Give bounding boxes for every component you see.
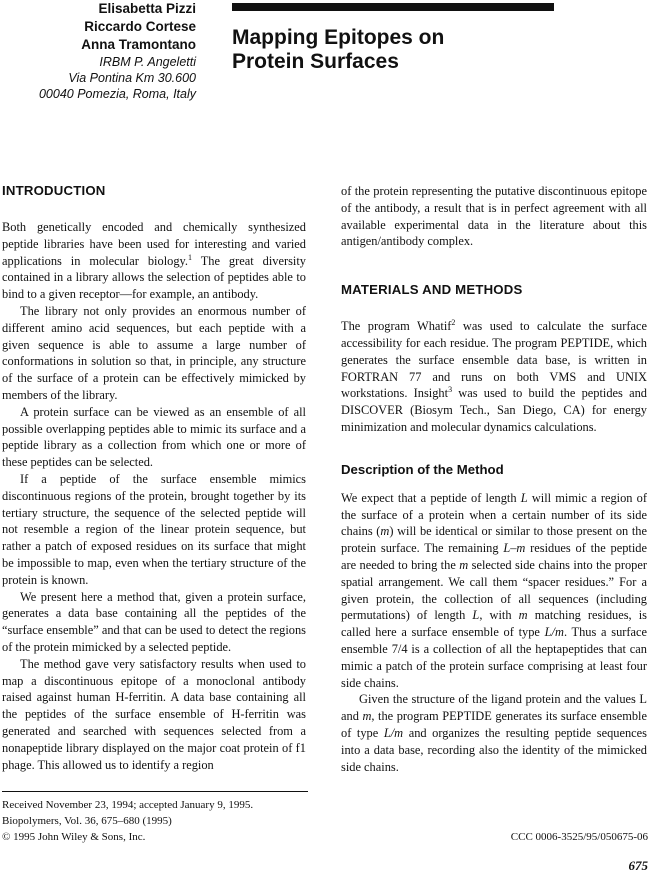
text-run: . Thus a surface ensemble 7/4 is a collection of all the heptapeptides that can mimic a patch of the protein surface comprising at least four side chains. bbox=[341, 625, 648, 690]
paragraph bbox=[2, 219, 306, 303]
text-run: will mimic a region of the surface of a protein when a certain number of its side chains ( bbox=[341, 490, 647, 539]
section-heading-introduction: INTRODUCTION bbox=[2, 183, 106, 198]
paragraph: We present here a method that, given a protein surface, generates a data base containing all the peptides of the “surface ensemble” and that can be used to detect the regions of the protein mimicked by a selected peptide. bbox=[2, 589, 306, 654]
copyright-notice: © 1995 John Wiley & Sons, Inc. bbox=[2, 831, 146, 843]
math-variable: L/m bbox=[383, 725, 404, 740]
affiliation-line: Via Pontina Km 30.600 bbox=[68, 71, 196, 85]
reference-marker: 2 bbox=[451, 318, 456, 328]
text-run: , the program PEPTIDE generates its surface ensemble of type bbox=[341, 709, 647, 740]
author-name: Anna Tramontano bbox=[81, 37, 196, 52]
text-run: The great diversity contained in a library allows the selection of peptides able to bind to a given receptor—for example, an antibody. bbox=[2, 253, 306, 302]
text-run: ) will be identical or similar to those present on the protein surface. The remaining bbox=[341, 524, 647, 556]
text-run: , with bbox=[479, 608, 519, 623]
section-gap bbox=[341, 436, 647, 462]
section-gap bbox=[341, 250, 647, 282]
paragraph: of the protein representing the putative discontinuous epitope of the antibody, a result that is in perfect agreement with all available experimental data in the literature about this antigen/antibody complex. bbox=[341, 184, 647, 249]
title-line: Protein Surfaces bbox=[232, 50, 399, 73]
text-run: selected side chains into the proper spatial arrangement. We call them “spacer residues.” For a given protein, the collection of all sequences (including permutations) of length bbox=[341, 557, 647, 623]
author-block bbox=[0, 0, 196, 102]
math-variable: m bbox=[362, 709, 372, 724]
math-variable: L/m bbox=[544, 625, 564, 640]
right-column bbox=[341, 183, 647, 775]
text-run: matching residues, is called here a surface ensemble of type bbox=[341, 608, 648, 640]
reference-marker: 3 bbox=[448, 385, 453, 395]
text-run: was used to calculate the surface accessibility for each residue. The program PEPTIDE, which generates the surface ensemble data base, is written in FORTRAN 77 and runs on both VMS and UNIX workstations. Insight bbox=[341, 319, 647, 401]
affiliation-line: 00040 Pomezia, Roma, Italy bbox=[38, 87, 196, 101]
reference-marker: 1 bbox=[188, 252, 193, 262]
left-column bbox=[2, 183, 306, 773]
received-date: Received November 23, 1994; accepted January 9, 1995. bbox=[2, 799, 254, 811]
text-run: Given the structure of the ligand protein and the values L and bbox=[341, 692, 647, 724]
article-title bbox=[232, 26, 562, 74]
title-rule bbox=[232, 3, 554, 11]
text-run: We expect that a peptide of length bbox=[341, 490, 521, 505]
footnote-block bbox=[2, 797, 322, 845]
title-line: Mapping Epitopes on bbox=[232, 26, 445, 49]
paragraph: If a peptide of the surface ensemble mimics discontinuous regions of the protein, brought together by its tertiary structure, the sequence of the selected peptide will not resemble a region of the linear protein sequence, but rather a patch of exposed residues on its surface that might be impossible to map, even when the tertiary structure of the protein is known. bbox=[2, 471, 306, 587]
paragraph bbox=[341, 318, 647, 436]
text-run: residues of the peptide are needed to bring the bbox=[341, 541, 647, 572]
text-run: Both genetically encoded and chemically synthesized peptide libraries have been used for interesting and varied applications in molecular biology. bbox=[2, 220, 306, 268]
math-variable: L bbox=[520, 490, 528, 505]
author-name: Elisabetta Pizzi bbox=[98, 1, 196, 16]
math-variable: m bbox=[518, 608, 528, 623]
footnote-rule bbox=[2, 791, 308, 792]
journal-citation: Biopolymers, Vol. 36, 675–680 (1995) bbox=[2, 815, 172, 827]
paragraph bbox=[341, 490, 647, 692]
subsection-heading-description: Description of the Method bbox=[341, 461, 504, 477]
ccc-code: CCC 0006-3525/95/050675-06 bbox=[510, 831, 648, 843]
page-number: 675 bbox=[628, 858, 648, 873]
paragraph: The method gave very satisfactory results when used to map a discontinuous epitope of a monoclonal antibody raised against human H-ferritin. A data base containing all the peptides of the surface ensemble of H-ferritin was generated and searched with sequences selected from a nonapeptide library displayed on the major coat protein of f1 phage. This allowed us to identify a region bbox=[2, 656, 306, 772]
text-run: was used to build the peptides and DISCOVER (Biosym Tech., San Diego, CA) for energy minimization and molecular dynamics calculations. bbox=[341, 386, 647, 434]
math-variable: m bbox=[380, 524, 390, 539]
math-variable: L bbox=[472, 608, 480, 623]
math-variable: m bbox=[459, 557, 469, 572]
affiliation-line: IRBM P. Angeletti bbox=[99, 55, 196, 69]
author-name: Riccardo Cortese bbox=[84, 19, 196, 34]
text-run: The program Whatif bbox=[341, 319, 452, 334]
paragraph bbox=[341, 691, 647, 775]
text-run: and organizes the resulting peptide sequences into a data base, recording also the identity of the mimicked side chains. bbox=[341, 725, 647, 774]
paragraph: The library not only provides an enormous number of different amino acid sequences, but each peptide with a given sequence is able to assume a large number of conformations in solution so that, in principle, any structure of the surface of a protein can be effectively mimicked by members of the library. bbox=[2, 303, 306, 402]
section-heading-methods: MATERIALS AND METHODS bbox=[341, 282, 523, 298]
math-variable: L–m bbox=[503, 541, 526, 556]
paragraph: A protein surface can be viewed as an ensemble of all possible overlapping peptides able to mimic its surface and a peptide library as a collection from which one or more of these peptides can be selected. bbox=[2, 404, 306, 470]
